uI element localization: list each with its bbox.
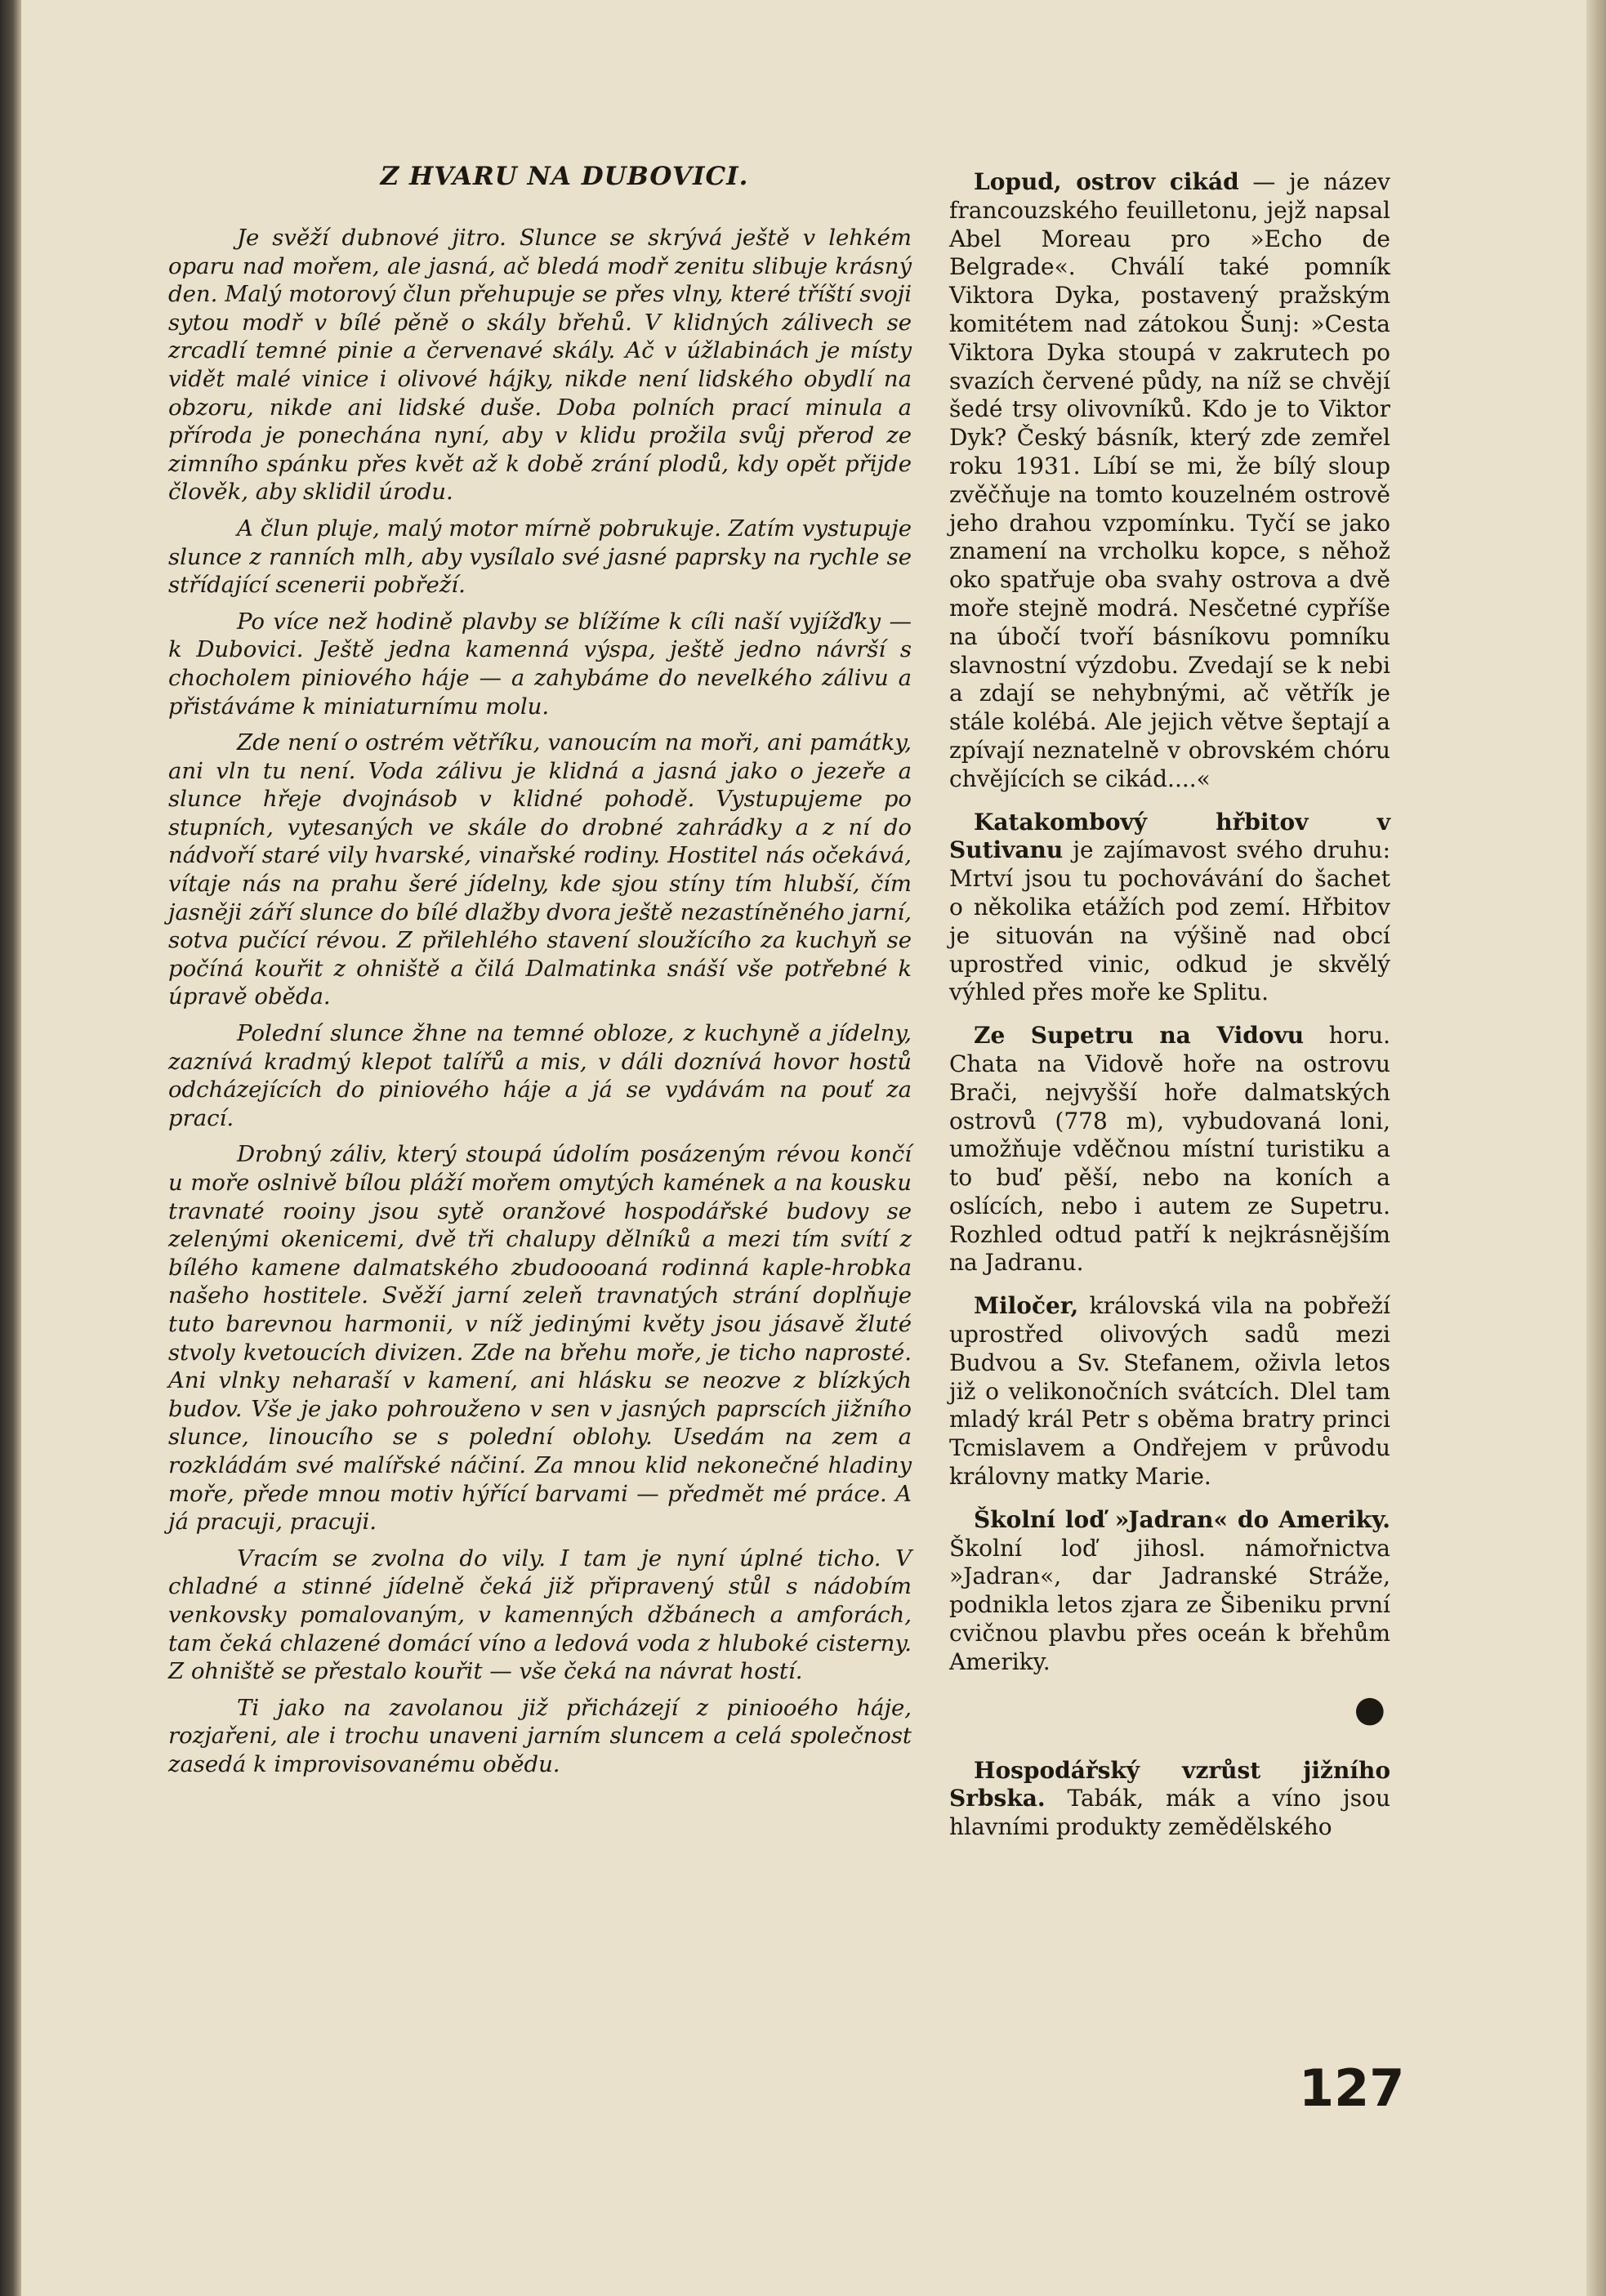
article-title: Z HVARU NA DUBOVICI. [380,162,749,191]
note-text: královská vila na pobřeží uprostřed olivových sadů mezi Budvou a Sv. Stefanem, oživla letos již o velikonočních svátcích. Dlel tam mladý král Petr s oběma bratry princi Tcmislavem a Ondřejem v průvodu královny matky Marie. [949,1292,1390,1491]
note-text: Školní loď jihosl. námořnictva »Jadran«, dar Jadranské Stráže, podnikla letos zjara ze Šibeniku první cvičnou plavbu přes oceán k břehům Ameriky. [949,1534,1390,1675]
note-heading: Hospodářský vzrůst jižního Srbska. [949,1756,1390,1812]
note-heading: Školní loď »Jadran« do Ameriky. [974,1505,1390,1533]
note-lopud [949,168,1390,794]
note-heading: Miločer, [974,1292,1079,1320]
note-text: Tabák, mák a víno jsou hlavními produkty zemědělského [949,1785,1390,1841]
article-paragraph: Zde není o ostrém větříku, vanoucím na moři, ani památky, ani vln tu není. Voda zálivu je klidná a jasná jako o jezeře a slunce hřeje dvojnásob v klidné pohodě. Vystupujeme po stupních, vytesaných ve skále do drobné zahrádky a z ní do nádvoří staré vily hvarské, vinařské rodiny. Hostitel nás očekává, vítaje nás na prahu šeré jídelny, kde sjou stíny tím hlubší, čím jasněji září slunce do bílé dlažby dvora ještě nezastíněného jarní, sotva pučící révou. Z přilehlého stavení sloužícího za kuchyň se počíná kouřit z ohniště a čilá Dalmatinka snáší vše potřebné k úpravě oběda. [168,729,912,1010]
book-spine [0,0,21,2296]
article-paragraph: Vracím se zvolna do vily. I tam je nyní úplné ticho. V chladné a stinné jídelně čeká již připravený stůl s nádobím venkovsky pomalovaným, v kamenných džbánech a amforách, tam čeká chlazené domácí víno a ledová voda z hluboké cisterny. Z ohniště se přestalo kouřit — vše čeká na návrat hostí. [168,1545,912,1685]
page-number: 127 [1299,2058,1405,2118]
article-paragraph: Ti jako na zavolanou již přicházejí z piniooého háje, rozjařeni, ale i trochu unaveni jarním sluncem a celá společnost zasedá k improvisovanému obědu. [168,1694,912,1777]
article-paragraph: Polední slunce žhne na temné obloze, z kuchyně a jídelny, zaznívá kradmý klepot talířů a mis, v dáli doznívá hovor hostů odcházejících do piniového háje a já se vydávám na pouť za prací. [168,1020,912,1131]
note-heading: Lopud, ostrov cikád [974,168,1239,195]
note-text: — je název francouzského feuilletonu, jejž napsal Abel Moreau pro »Echo de Belgrade«. Chválí také pomník Viktora Dyka, postavený pražským komitétem nad zátokou Šunj: »Cesta Viktora Dyka stoupá v zakrutech po svazích červené půdy, na níž se chvějí šedé trsy olivovníků. Kdo je to Viktor Dyk? Český básník, který zde zemřel roku 1931. Líbí se mi, že bílý sloup zvěčňuje na tomto kouzelném ostrově jeho drahou vzpomínku. Tyčí se jako znamení na vrcholku kopce, s něhož oko spatřuje oba svahy ostrova a dvě moře stejně modrá. Nesčetné cypříše na úbočí tvoří básníkovu pomníku slavnostní výzdobu. Zvedají se k nebi a zdají se nehybnými, ač větřík je stále kolébá. Ale jejich větve šeptají a zpívají neznatelně v obrovském chóru chvějících se cikád....« [949,168,1390,792]
note-heading: Ze Supetru na Vidovu [974,1022,1305,1050]
note-heading: Katakombový hřbitov v Sutivanu [949,808,1390,864]
note-supetar [949,1022,1390,1277]
notes-column [949,168,1390,1857]
article-paragraph: Drobný záliv, který stoupá údolím posázeným révou končí u moře oslnivě bílou pláží mořem omytých kamének a na kousku travnaté rooiny jsou sytě oranžové hospodářské budovy se zelenými okenicemi, dvě tři chalupy dělníků a mezi tím svítí z bílého kamene dalmatského zbudoooaná rodinná kaple-hrobka našeho hostitele. Svěží jarní zeleň travnatých strání doplňuje tuto barevnou harmonii, v níž jedinými květy jsou jásavě žluté stvoly kvetoucích divizen. Zde na břehu moře, je ticho naprosté. Ani vlnky neharaší v kamení, ani hlásku se neozve z blízkých budov. Vše je jako pohrouženo v sen v jasných paprscích jižního slunce, linoucího se s polední oblohy. Usedám na zem a rozkládám své malířské náčiní. Za mnou klid nekonečné hladiny moře, přede mnou motiv hýřící barvami — předmět mé práce. A já pracuji, pracuji. [168,1141,912,1536]
article-paragraph: Je svěží dubnové jitro. Slunce se skrývá ještě v lehkém oparu nad mořem, ale jasná, ač bledá modř zenitu slibuje krásný den. Malý motorový člun přehupuje se přes vlny, které tříští svoji sytou modř v bílé pěně o skály břehů. V klidných zálivech se zrcadlí temné pinie a červenavé skály. Ač v úžlabinách je místy vidět malé vinice i olivové hájky, nikde není lidského obydlí na obzoru, nikde ani lidské duše. Doba polních prací minula a příroda je ponechána nyní, aby v klidu prožila svůj přerod ze zimního spánku přes květ až k době zrání plodů, kdy opět přijde člověk, aby sklidil úrodu. [168,225,912,506]
note-jadran [949,1506,1390,1677]
note-text: horu. Chata na Vidově hoře na ostrovu Brači, nejvyšší hoře dalmatských ostrovů (778 m), vybudovaná loni, umožňuje vděčnou místní turistiku a to buď pěší, nebo na koních a oslících, nebo i autem ze Supetru. Rozhled odtud patří k nejkrásnějším na Jadranu. [949,1022,1390,1277]
article-column [168,162,912,1786]
page-edge [1586,0,1606,2296]
note-srbsko [949,1757,1390,1842]
note-text: je zajímavost svého druhu: Mrtví jsou tu pochovávání do šachet o několika etážích pod zemí. Hřbitov je situován na výšině nad obcí uprostřed vinic, odkud je skvělý výhled přes moře ke Splitu. [949,836,1390,1006]
note-sutivan [949,809,1390,1008]
note-milocer [949,1292,1390,1491]
article-paragraph: Po více než hodině plavby se blížíme k cíli naší vyjížďky — k Dubovici. Ještě jedna kamenná výspa, ještě jedno návrší s chocholem piniového háje — a zahybáme do nevelkého zálivu a přistáváme k miniaturnímu molu. [168,608,912,720]
section-bullet-icon: ● [1354,1687,1385,1730]
article-paragraph: A člun pluje, malý motor mírně pobrukuje. Zatím vystupuje slunce z ranních mlh, aby vysílalo své jasné paprsky na rychle se střídající scenerii pobřeží. [168,515,912,599]
